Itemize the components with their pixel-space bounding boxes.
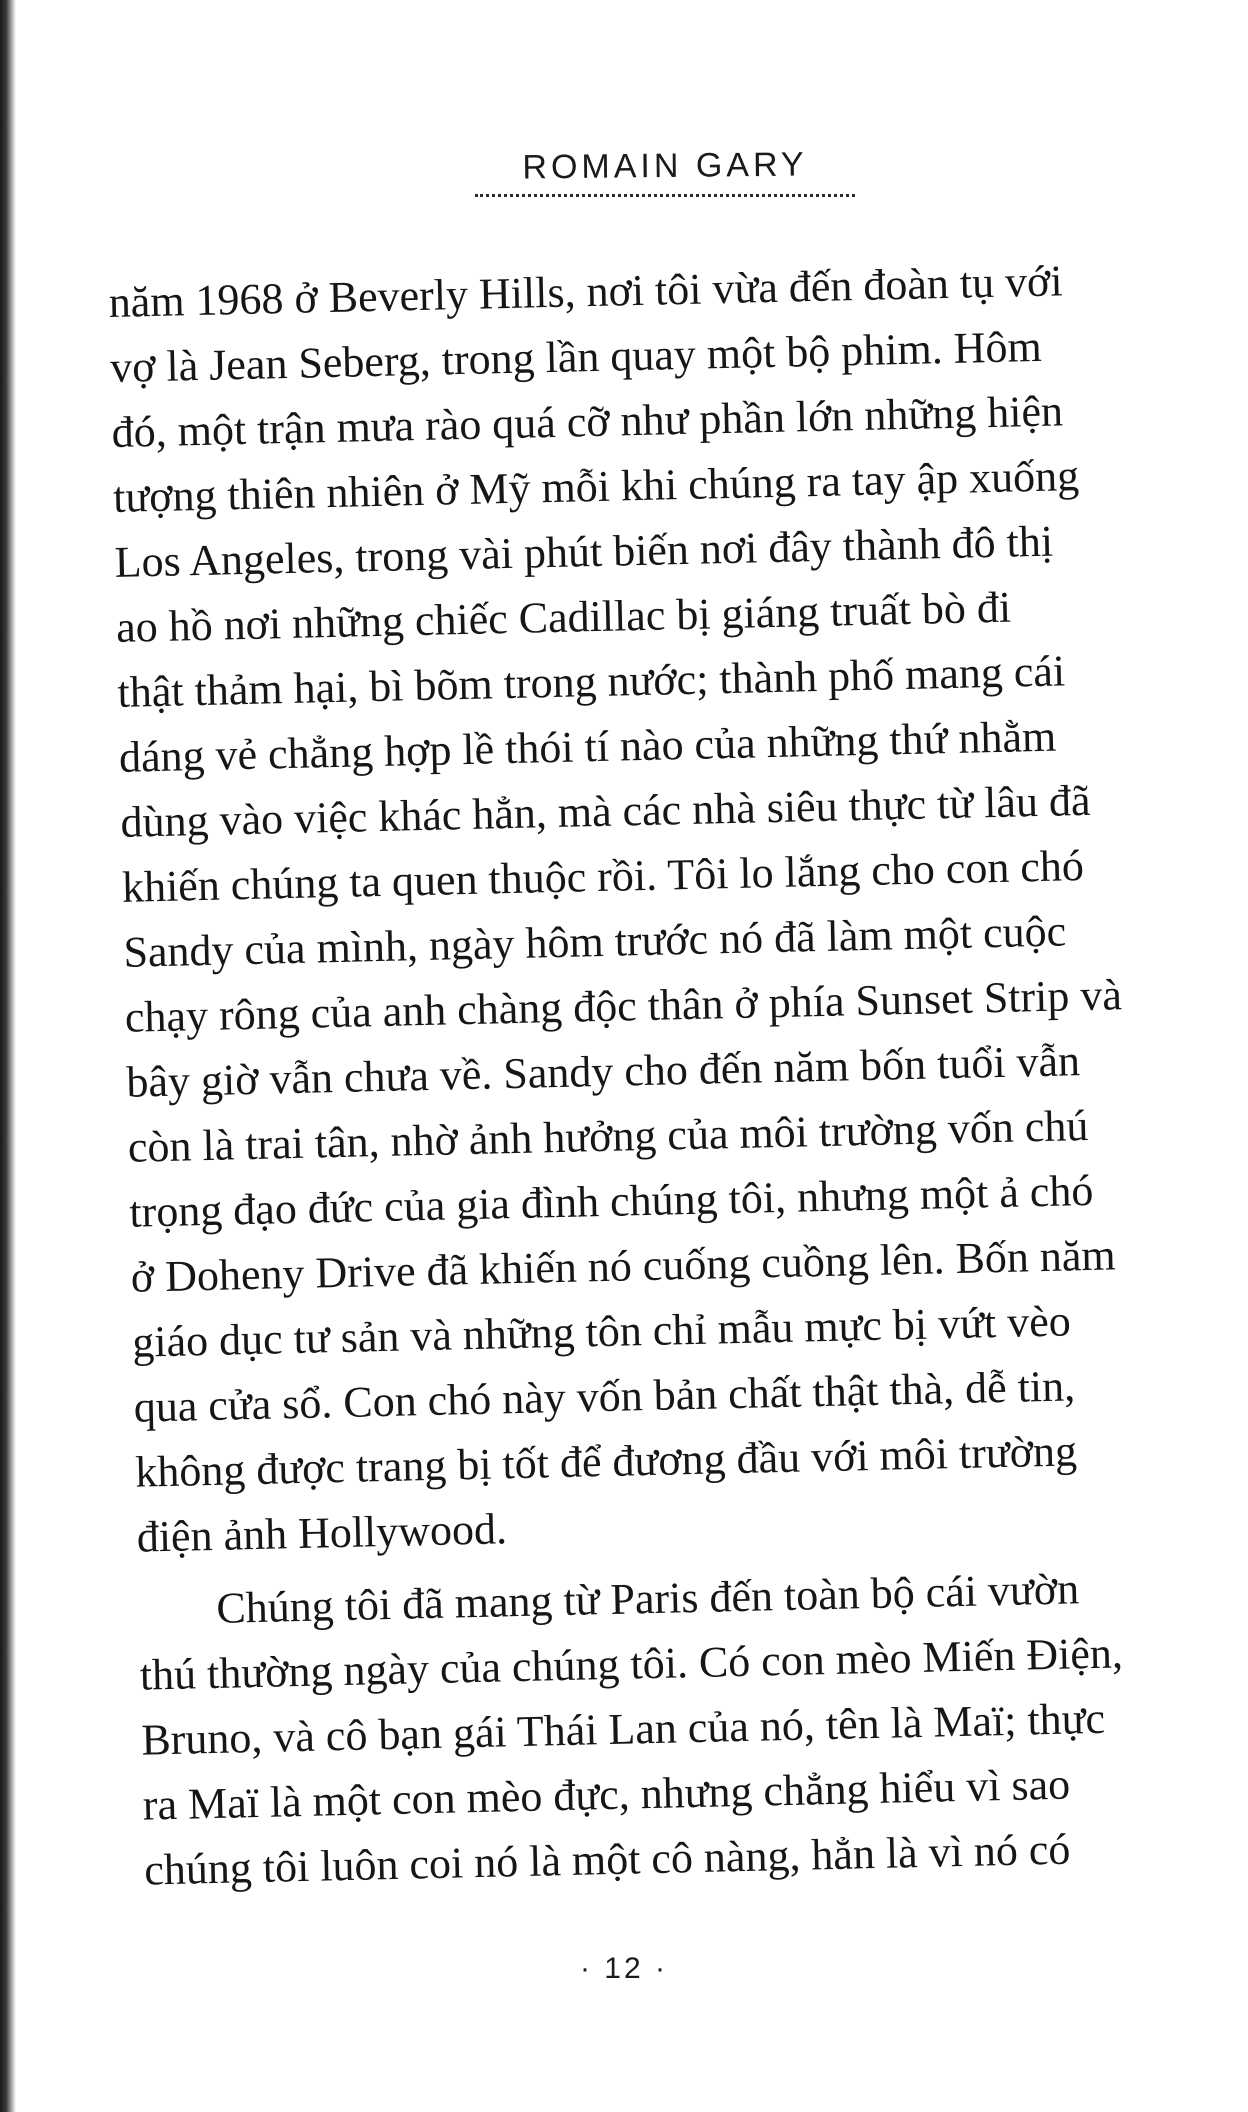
text-line: vợ là Jean Seberg, trong lần quay một bộ phim. Hôm [109,321,1043,392]
text-line: Chúng tôi đã mang từ Paris đến toàn bộ cái vườn [215,1564,1080,1633]
text-line: dùng vào việc khác hẳn, mà các nhà siêu thực từ lâu đã [119,775,1091,847]
header-dotted-rule [475,194,855,197]
running-header [470,146,860,197]
text-line: năm 1968 ở Beverly Hills, nơi tôi vừa đến đoàn tụ với [108,256,1064,327]
text-line: Sandy của mình, ngày hôm trước nó đã làm một cuộc [122,906,1067,977]
text-line: ở Doheny Drive đã khiến nó cuống cuồng lên. Bốn năm [130,1230,1117,1302]
text-line: qua cửa sổ. Con chó này vốn bản chất thật thà, dễ tin, [133,1361,1076,1432]
text-line: còn là trai tân, nhờ ảnh hưởng của môi trường vốn chú [127,1100,1089,1172]
page-edge-shadow [0,0,16,2112]
text-line: thú thường ngày của chúng tôi. Có con mèo Miến Điện, [139,1628,1124,1700]
text-line: không được trang bị tốt để đương đầu với môi trường [134,1426,1078,1497]
text-line: ra Maï là một con mèo đực, nhưng chẳng hiểu vì sao [142,1759,1071,1830]
body-text [108,245,1225,1902]
text-line: điện ảnh Hollywood. [136,1504,508,1562]
paragraph-2 [138,1553,1225,1902]
page-number: · 12 · [579,1952,669,1985]
text-line: Bruno, và cô bạn gái Thái Lan của nó, tên là Maï; thực [140,1693,1106,1765]
text-line: chạy rông của anh chàng độc thân ở phía Sunset Strip và [124,970,1123,1042]
text-line: chúng tôi luôn coi nó là một cô nàng, hẳn là vì nó có [143,1824,1071,1895]
text-line: ao hồ nơi những chiếc Cadillac bị giáng truất bò đi [115,582,1012,652]
text-line: trọng đạo đức của gia đình chúng tôi, nhưng một ả chó [128,1165,1094,1237]
text-line: thật thảm hại, bì bõm trong nước; thành phố mang cái [117,646,1066,717]
text-line: tượng thiên nhiên ở Mỹ mỗi khi chúng ra tay ập xuống [112,451,1080,522]
text-line: đó, một trận mưa rào quá cỡ như phần lớn những hiện [111,386,1064,457]
paragraph-1 [108,245,1217,1569]
author-name: ROMAIN GARY [522,145,808,187]
text-line: khiến chúng ta quen thuộc rồi. Tôi lo lắng cho con chó [121,841,1085,912]
text-line: dáng vẻ chẳng hợp lề thói tí nào của những thứ nhằm [118,711,1057,782]
text-line: bây giờ vẫn chưa về. Sandy cho đến năm bốn tuổi vẫn [125,1036,1081,1107]
text-line: Los Angeles, trong vài phút biến nơi đây thành đô thị [114,516,1054,587]
text-line: giáo dục tư sản và những tôn chỉ mẫu mực bị vứt vèo [131,1296,1072,1367]
